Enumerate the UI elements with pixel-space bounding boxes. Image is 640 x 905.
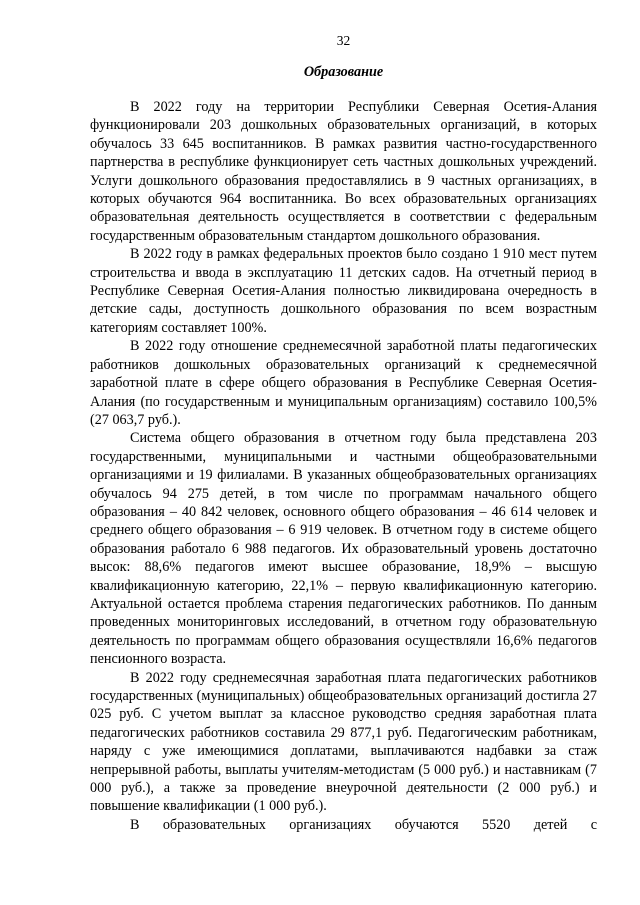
paragraph-special-needs-start: В образовательных организациях обучаются 5520 детей с — [130, 816, 597, 833]
paragraph-general-education-salary: В 2022 году среднемесячная заработная плата педагогических работников государственных (муниципальных) общеобразовательных организаций достигла 27 025 руб. С учетом выплат за классное руководство средняя заработная плата педагогических работников составила 29 877,1 руб. Педагогическим работникам, наряду с уже имеющимися доплатами, выплачиваются надбавки за стаж непрерывной работы, выплаты учителям-методистам (5 000 руб.) и наставникам (7 000 руб.), а также за проведение внеурочной деятельности (2 000 руб.) и повышение квалификации (1 000 руб.). — [90, 669, 597, 815]
page-number: 32 — [336, 33, 351, 48]
paragraph-preschool-organizations: В 2022 году на территории Республики Северная Осетия-Алания функционировали 203 дошкольных образовательных организаций, в которых обучалось 33 645 воспитанников. В рамках развития частно-государственного партнерства в республике функционирует сеть частных дошкольных учреждений. Услуги дошкольного образования предоставлялись в 9 частных организациях, в которых обучаются 964 воспитанника. Во всех образовательных организациях образовательная деятельность осуществляется в соответствии с федеральным государственным образовательным стандартом дошкольного образования. — [90, 99, 597, 244]
paragraph-general-education-system: Система общего образования в отчетном году была представлена 203 государственными, муниципальными и частными общеобразовательными организациями и 19 филиалами. В указанных общеобразовательных организациях обучалось 94 275 детей, в том числе по программам начального общего образования – 40 842 человек, основного общего образования – 46 614 человек и среднего общего образования – 6 919 человек. В отчетном году в системе общего образования работало 6 988 педагогов. Их образовательный уровень достаточно высок: 88,6% педагогов имеют высшее образование, 18,9% – высшую квалификационную категорию, 22,1% – первую квалификационную категорию. Актуальной остается проблема старения педагогических работников. По данным проведенных мониторинговых исследований, в отчетном году образовательную деятельность по программам общего образования осуществляли 16,6% педагогов пенсионного возраста. — [90, 430, 597, 668]
paragraph-kindergarten-places: В 2022 году в рамках федеральных проектов было создано 1 910 мест путем строительства и ввода в эксплуатацию 11 детских садов. На отчетный период в Республике Северная Осетия-Алания полностью ликвидирована очередность в детские сады, доступность дошкольного образования по всем возрастным категориям составляет 100%. — [90, 246, 597, 336]
section-title: Образование — [303, 64, 384, 80]
paragraph-preschool-salary: В 2022 году отношение среднемесячной заработной платы педагогических работников дошкольных образовательных организаций к среднемесячной заработной плате в сфере общего образования в Республике Северная Осетия-Алания (по государственным и муниципальным организациям) составило 100,5% (27 063,7 руб.). — [90, 338, 597, 428]
document-body — [90, 98, 597, 834]
